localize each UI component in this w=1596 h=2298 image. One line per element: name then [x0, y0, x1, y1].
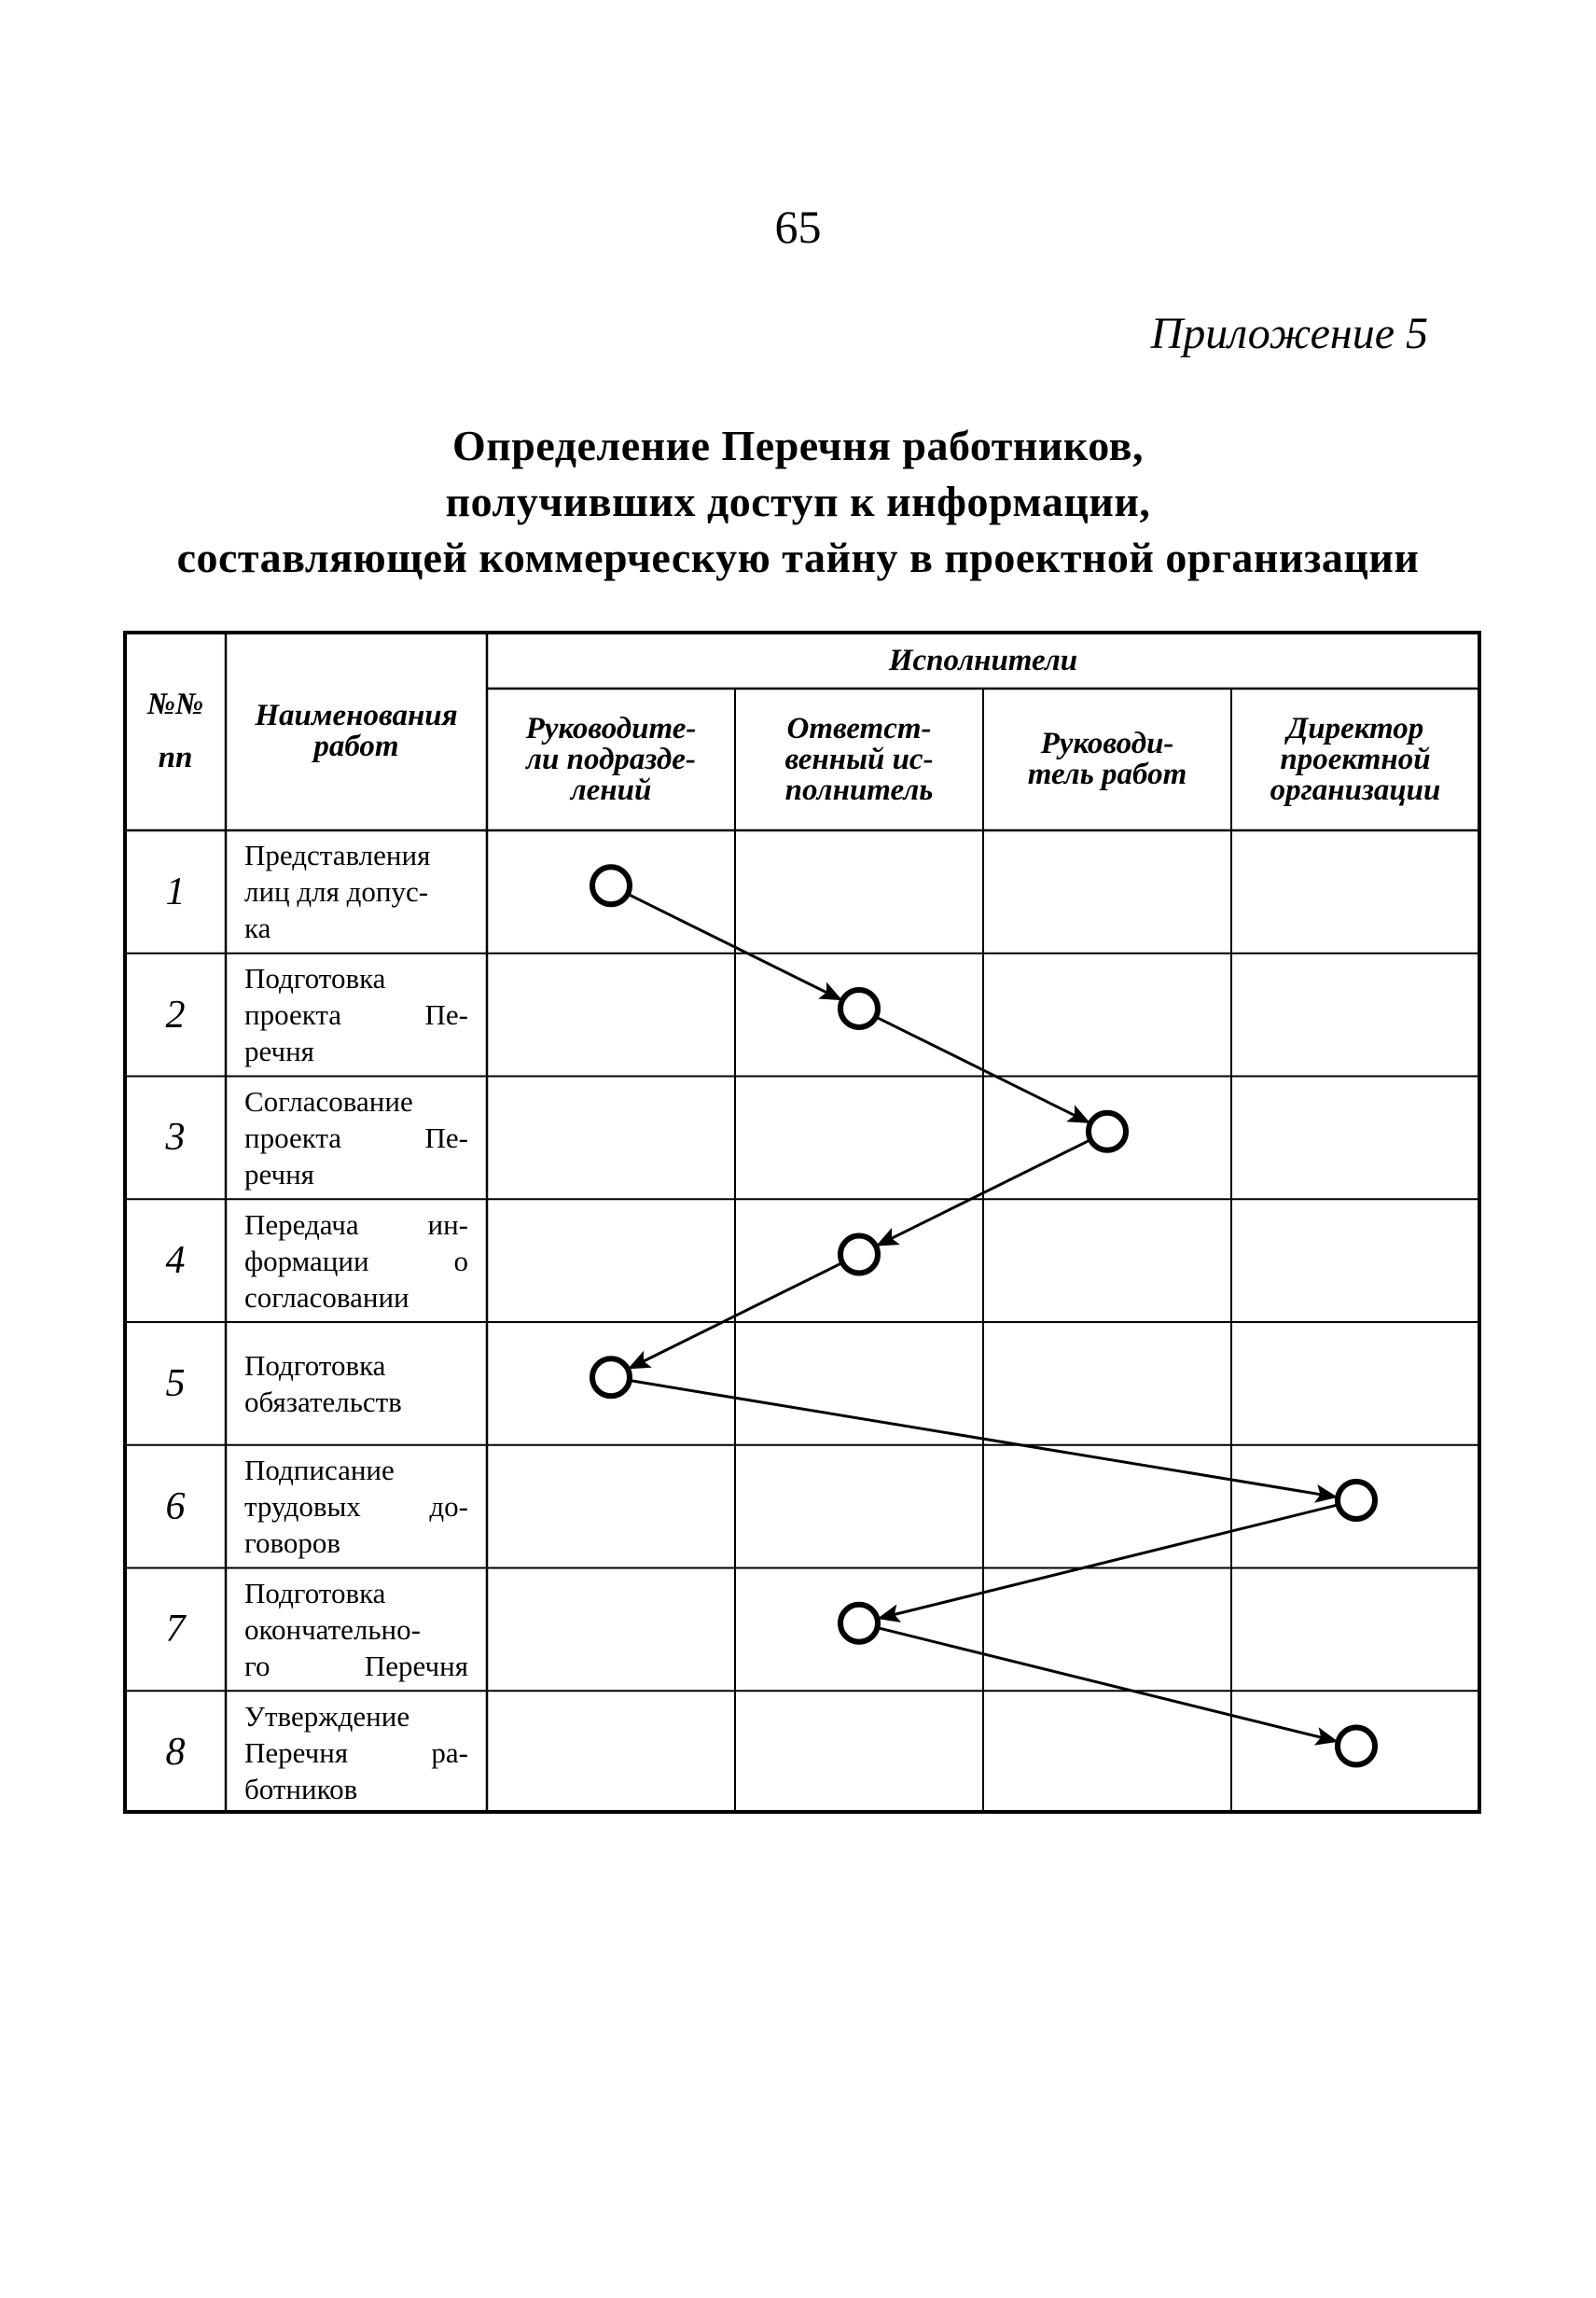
- header-line: тель работ: [1027, 758, 1187, 791]
- header-line: лений: [570, 773, 652, 807]
- work-name-cell: [244, 1079, 468, 1198]
- title-line: Определение Перечня работников,: [452, 422, 1144, 469]
- work-name-cell: [244, 1692, 468, 1812]
- header-line: полнитель: [784, 773, 934, 807]
- work-name-line: согласовании: [244, 1280, 409, 1314]
- work-name-line: ботников: [244, 1772, 358, 1805]
- work-name-line: проекта Пе-: [244, 1121, 468, 1154]
- work-name-line: Утверждение: [244, 1699, 410, 1733]
- work-name-line: лиц для допус-: [244, 875, 429, 909]
- work-name-line: Подписание: [244, 1454, 395, 1487]
- work-name-line: проекта Пе-: [244, 998, 468, 1032]
- flow-step-node: [840, 1605, 878, 1642]
- appendix-label: Приложение 5: [1150, 309, 1428, 358]
- flow-arrow: [877, 1628, 1336, 1742]
- header-number-line: №№: [146, 688, 204, 721]
- header-executor-department-heads: [489, 690, 733, 829]
- header-line: Руководи-: [1040, 727, 1174, 760]
- work-name-line: Перечня ра-: [244, 1735, 468, 1769]
- work-name-line: речня: [244, 1035, 314, 1068]
- row-number: 6: [165, 1484, 186, 1528]
- header-work-name: [228, 634, 485, 829]
- flow-step-node: [1089, 1113, 1126, 1150]
- flow-step-node: [592, 1358, 630, 1396]
- work-name-line: формации о: [244, 1244, 468, 1277]
- work-name-line: говоров: [244, 1526, 341, 1560]
- work-name-line: окончательно-: [244, 1612, 421, 1646]
- document-title: [0, 418, 1596, 586]
- header-work-line: работ: [313, 730, 399, 763]
- header-executor-work-head: [985, 690, 1229, 829]
- flow-step-node: [840, 990, 878, 1027]
- row-number: 3: [165, 1116, 186, 1160]
- header-number: [127, 634, 224, 829]
- work-name-line: Подготовка: [244, 962, 386, 996]
- flow-step-node: [592, 867, 630, 904]
- work-name-line: Передача ин-: [244, 1207, 468, 1241]
- header-executor-responsible: [737, 690, 981, 829]
- header-executors: Исполнители: [888, 643, 1078, 677]
- row-number: 8: [165, 1731, 186, 1775]
- work-name-cell: [244, 1201, 468, 1320]
- work-name-line: трудовых до-: [244, 1490, 468, 1524]
- flow-arrow: [879, 1505, 1338, 1619]
- work-name-line: Согласование: [244, 1084, 413, 1118]
- work-name-cell: [244, 832, 468, 952]
- work-name-line: Представления: [244, 839, 431, 872]
- title-line: составляющей коммерческую тайну в проектной организации: [176, 534, 1420, 581]
- header-number-line: пп: [158, 741, 193, 774]
- row-number: 1: [165, 870, 186, 913]
- header-line: ли подразде-: [526, 742, 696, 776]
- header-line: венный ис-: [784, 742, 934, 776]
- header-line: Ответст-: [786, 711, 932, 745]
- work-name-cell: [244, 1570, 468, 1690]
- title-line: получивших доступ к информации,: [445, 478, 1151, 525]
- header-line: организации: [1270, 773, 1441, 807]
- header-line: Директор: [1286, 711, 1424, 745]
- row-number: 4: [165, 1239, 186, 1283]
- work-name-line: обязательств: [244, 1385, 402, 1418]
- header-line: Руководите-: [525, 711, 697, 745]
- work-name-cell: [244, 955, 468, 1075]
- work-name-line: речня: [244, 1157, 314, 1191]
- work-name-cell: [244, 1447, 468, 1567]
- work-name-line: ка: [244, 912, 271, 945]
- row-number: 2: [165, 993, 186, 1037]
- header-executor-director: [1233, 690, 1478, 829]
- row-number: 7: [165, 1608, 186, 1651]
- work-name-cell: [244, 1324, 468, 1443]
- work-name-line: го Перечня: [244, 1649, 468, 1682]
- work-name-line: Подготовка: [244, 1348, 386, 1382]
- header-work-line: Наименования: [255, 699, 458, 732]
- flow-step-node: [840, 1236, 878, 1274]
- header-line: проектной: [1280, 742, 1431, 776]
- page-number: 65: [774, 201, 822, 253]
- flow-step-node: [1338, 1482, 1375, 1519]
- row-number: 5: [165, 1361, 186, 1405]
- work-name-line: Подготовка: [244, 1576, 386, 1609]
- process-table: [123, 631, 1481, 1814]
- flow-step-node: [1338, 1728, 1375, 1765]
